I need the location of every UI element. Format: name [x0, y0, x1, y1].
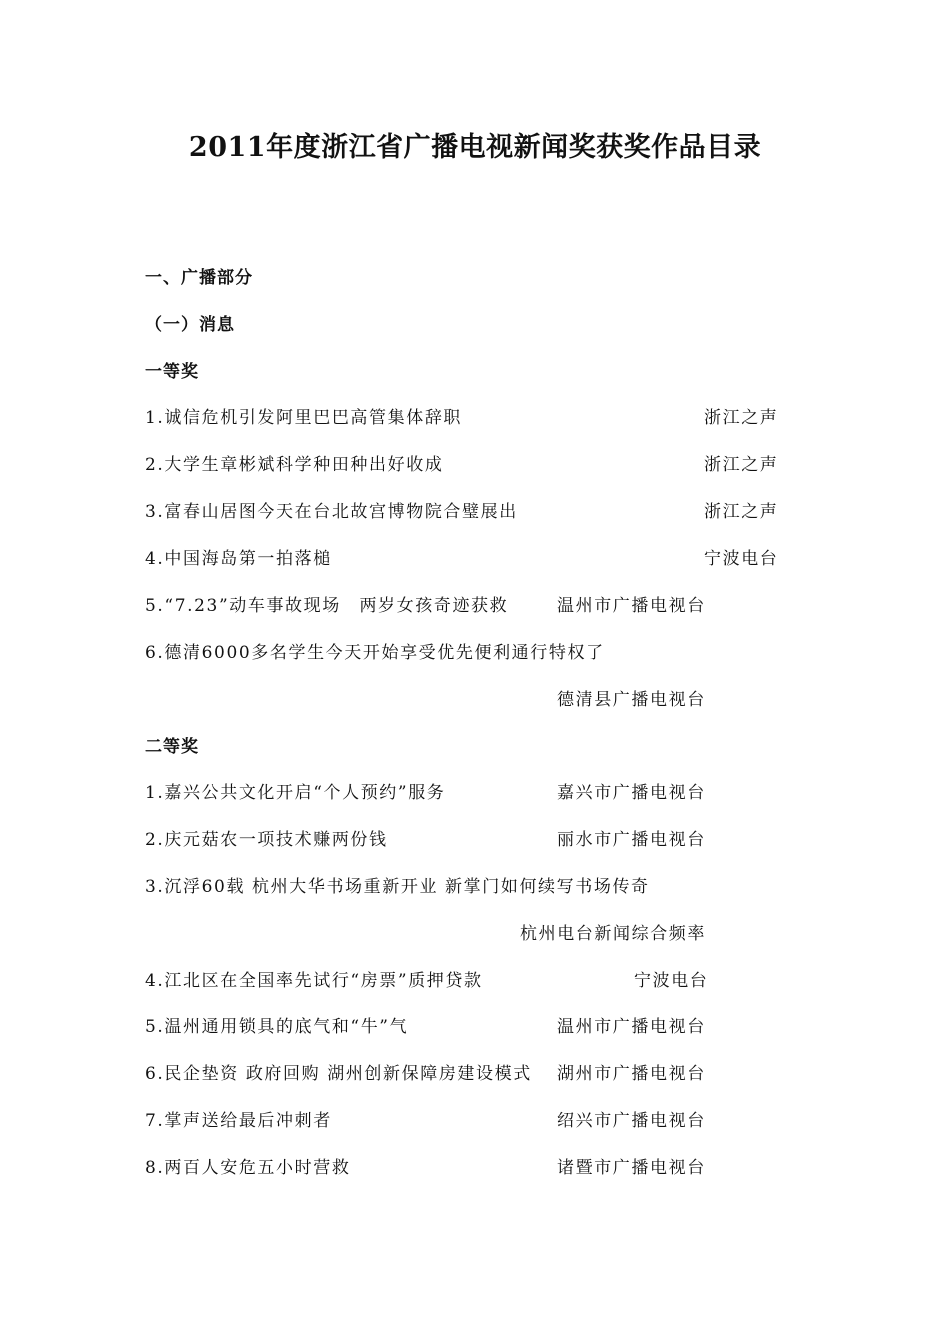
work-organization: 温州市广播电视台	[557, 1017, 706, 1037]
work-title: 8.两百人安危五小时营救	[145, 1158, 351, 1178]
work-title: 6.民企垫资 政府回购 湖州创新保障房建设模式	[145, 1064, 532, 1084]
work-title: 5.“7.23”动车事故现场 两岁女孩奇迹获救	[145, 596, 509, 616]
work-organization: 宁波电台	[634, 971, 709, 991]
work-organization: 杭州电台新闻综合频率	[520, 924, 706, 944]
work-title: 2.庆元菇农一项技术赚两份钱	[145, 830, 388, 850]
work-organization: 绍兴市广播电视台	[557, 1111, 706, 1131]
work-title: 3.沉浮60载 杭州大华书场重新开业 新掌门如何续写书场传奇	[145, 877, 650, 897]
work-organization: 浙江之声	[704, 502, 779, 522]
work-title: 2.大学生章彬斌科学种田种出好收成	[145, 455, 444, 475]
work-organization: 温州市广播电视台	[557, 596, 706, 616]
work-organization: 宁波电台	[704, 549, 779, 569]
work-organization: 德清县广播电视台	[557, 690, 706, 710]
work-organization: 诸暨市广播电视台	[557, 1158, 706, 1178]
work-title: 5.温州通用锁具的底气和“牛”气	[145, 1017, 409, 1037]
work-title: 4.江北区在全国率先试行“房票”质押贷款	[145, 971, 483, 991]
document-title: 2011年度浙江省广播电视新闻奖获奖作品目录	[188, 132, 762, 163]
subsection-heading: （一）消息	[145, 315, 235, 335]
work-title: 1.嘉兴公共文化开启“个人预约”服务	[145, 783, 446, 803]
section-heading: 一、广播部分	[145, 268, 253, 288]
work-organization: 浙江之声	[704, 455, 779, 475]
work-organization: 湖州市广播电视台	[557, 1064, 706, 1084]
work-organization: 丽水市广播电视台	[557, 830, 706, 850]
work-organization: 嘉兴市广播电视台	[557, 783, 706, 803]
work-title: 7.掌声送给最后冲刺者	[145, 1111, 332, 1131]
work-title: 6.德清6000多名学生今天开始享受优先便利通行特权了	[145, 643, 605, 663]
work-title: 3.富春山居图今天在台北故宫博物院合璧展出	[145, 502, 518, 522]
work-title: 1.诚信危机引发阿里巴巴高管集体辞职	[145, 408, 463, 428]
work-title: 4.中国海岛第一拍落槌	[145, 549, 332, 569]
second-prize-heading: 二等奖	[145, 737, 199, 757]
work-organization: 浙江之声	[704, 408, 779, 428]
first-prize-heading: 一等奖	[145, 362, 199, 382]
